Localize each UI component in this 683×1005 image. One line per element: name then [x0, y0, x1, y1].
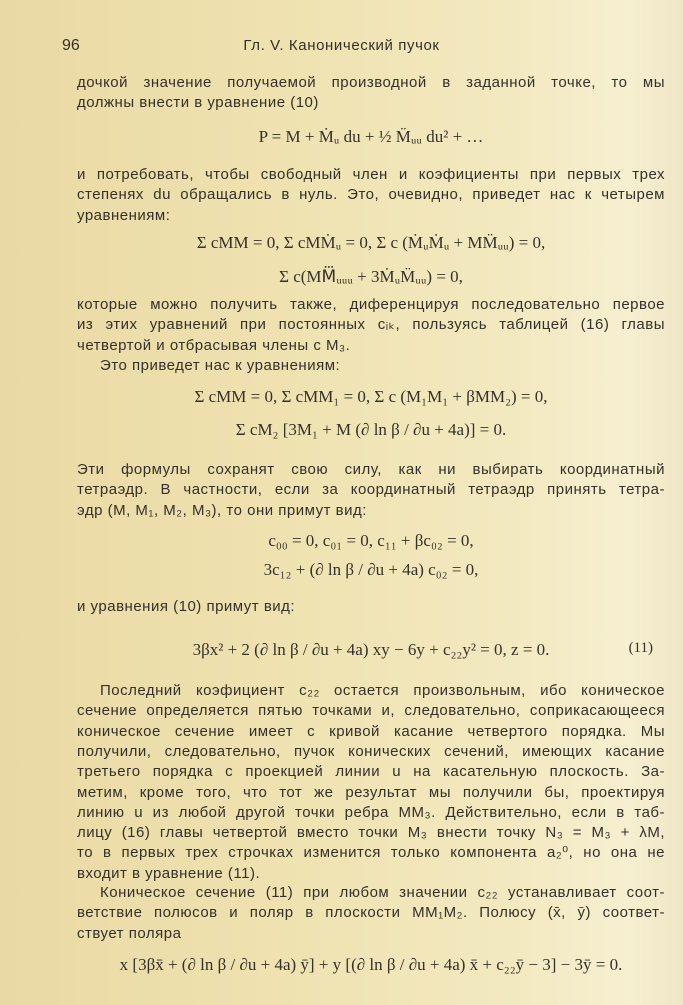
text-line: то в первых трех строчках изменится только компонента a₂⁰, но она не [77, 844, 665, 862]
text-line: Это приведет нас к уравнениям: [100, 357, 341, 374]
text-line: получили, следовательно, пучок конических сечений, имеющих касание [77, 742, 665, 760]
text-line: третьего порядка с проекцией линии u на касательную плоскость. За- [77, 763, 665, 781]
text-line: ветствие полюсов и поляр в плоскости MM₁M₂. Полюсу (x̄, ȳ) соответ- [77, 904, 665, 922]
text-line: должны внести в уравнение (10) [77, 94, 319, 112]
equation: Σ c(MM⃛ᵤᵤᵤ + 3ṀᵤM̈ᵤᵤ) = 0, [279, 267, 463, 286]
text-line: Коническое сечение (11) при любом значении c₂₂ устанавливает соот- [100, 884, 665, 901]
equation: Σ cMM = 0, Σ cMṀᵤ = 0, Σ c (ṀᵤṀᵤ + MM̈ᵤᵤ) = 0, [196, 233, 546, 252]
equation-number: (11) [628, 640, 653, 656]
equation: 3βx² + 2 (∂ ln β / ∂u + 4a) xy − 6y + c₂₂y² = 0, z = 0. [192, 640, 550, 659]
equation: 3c₁₂ + (∂ ln β / ∂u + 4a) c₀₂ = 0, [263, 560, 479, 579]
text-line: лицу (16) главы четвертой вместо точки M₃ внести точку N₃ = M₃ + λM, [77, 824, 665, 842]
text-line: и уравнения (10) примут вид: [77, 598, 296, 615]
equation: x [3βx̄ + (∂ ln β / ∂u + 4a) ȳ] + y [(∂ ln β / ∂u + 4a) x̄ + c₂₂ȳ − 3] − 3ȳ = 0. [119, 955, 623, 974]
equation: P = M + Ṁᵤ du + ½ M̈ᵤᵤ du² + … [258, 127, 484, 146]
text-line: линию u из любой другой точки ребра MM₃. Действительно, если в таб- [77, 803, 665, 821]
text-line: четвертой и отбрасывая члены с M₃. [77, 336, 351, 354]
equation: Σ cM₂ [3M₁ + M (∂ ln β / ∂u + 4a)] = 0. [235, 420, 507, 439]
text-line: и потребовать, чтобы свободный член и коэфициенты при первых трех [77, 166, 665, 183]
text-line: уравнениям: [77, 206, 171, 224]
text-line: эдр (M, M₁, M₂, M₃), то они примут вид: [77, 501, 367, 519]
page-number: 96 [62, 37, 80, 54]
text-line: коническое сечение имеет с кривой касание четвертого порядка. Мы [77, 722, 665, 740]
text-line: метим, кроме того, что тот же результат мы получили бы, проектируя [77, 783, 665, 801]
text-line: из этих уравнений при постоянных cᵢₖ, пользуясь таблицей (16) главы [77, 316, 665, 334]
text-line: входит в уравнение (11). [77, 864, 261, 882]
equation: c₀₀ = 0, c₀₁ = 0, c₁₁ + βc₀₂ = 0, [268, 531, 474, 550]
text-line: дочкой значение получаемой производной в заданной точке, то мы [77, 74, 665, 91]
text-line: Последний коэфициент c₂₂ остается произвольным, ибо коническое [100, 682, 665, 699]
text-line: тетраэдр. В частности, если за координатный тетраэдр принять тетра- [77, 481, 665, 499]
text-line: ствует поляра [77, 924, 182, 942]
equation: Σ cMM = 0, Σ cMM₁ = 0, Σ c (M₁M₁ + βMM₂) = 0, [194, 387, 548, 406]
text-line: степенях du обращались в нуль. Это, очевидно, приведет нас к четырем [77, 186, 665, 204]
text-line: сечение определяется пятью точками и, следовательно, соприкасающееся [77, 702, 665, 720]
running-head: Гл. V. Канонический пучок [243, 37, 440, 54]
text-line: которые можно получить также, диференцируя последовательно первое [77, 296, 665, 313]
text-line: Эти формулы сохранят свою силу, как ни выбирать координатный [77, 461, 665, 478]
